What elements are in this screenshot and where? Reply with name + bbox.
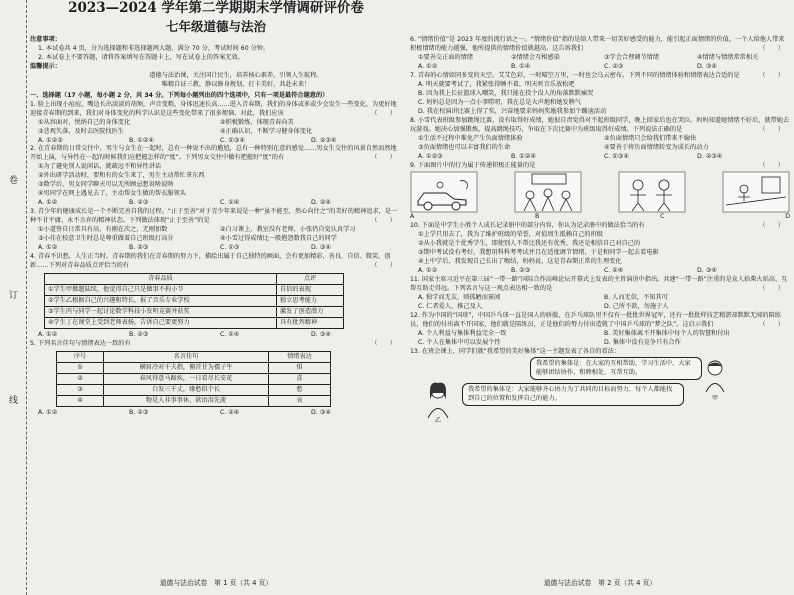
table-cell: 自信的表现	[277, 285, 344, 296]
q4-options	[30, 331, 402, 340]
option-d[interactable]: D	[785, 212, 790, 220]
q8-items	[410, 135, 790, 144]
table-header: 情绪表达	[269, 352, 331, 363]
q6-item: ②情绪会互相感染	[511, 53, 560, 61]
question-12	[410, 312, 790, 330]
option-b[interactable]: B. ②③	[129, 409, 149, 417]
student-jia-icon	[702, 359, 728, 393]
question-11	[410, 276, 790, 294]
answer-paren: （ ）	[759, 125, 784, 133]
option-d[interactable]: D. 集体中没有竞争只有合作	[604, 338, 681, 346]
exam-subject: 七年级道德与法治	[165, 18, 266, 34]
option-b[interactable]: B. ②③	[129, 199, 149, 207]
table-cell: ②学生乙根据自己的兴趣和特长，报了音乐专业学校	[45, 296, 277, 307]
table-row	[57, 385, 331, 396]
q3-options	[30, 244, 402, 253]
table-header: 青春品质	[45, 274, 277, 285]
option-b[interactable]: B. ①④	[511, 62, 531, 70]
option-b[interactable]: B. ①②④	[129, 136, 154, 144]
option-b[interactable]: B. 人而无信，不知其可	[604, 293, 668, 301]
q8-options	[410, 153, 790, 162]
q10-item: ①上学只用去了，我为了维护班级的荣誉，对值周生抵赖自己的班级	[418, 230, 603, 238]
option-b[interactable]: B. 美好集体离不开集体中每个人的智慧和付出	[604, 329, 730, 337]
table-header: 点评	[277, 274, 344, 285]
table-row	[57, 374, 331, 385]
talking-people-illustration	[618, 171, 686, 213]
q3-item: ②白习课上，教室没有老师，小张仍自觉认真学习	[220, 226, 356, 234]
option-a[interactable]: A. ①②	[38, 199, 58, 207]
table-cell: 激发了创造潜力	[277, 307, 344, 318]
option-b[interactable]: B. ①②④	[511, 152, 536, 160]
table-header: 名言佳句	[104, 352, 269, 363]
binding-margin	[0, 0, 27, 595]
option-d[interactable]: D. ③④	[311, 409, 331, 417]
street-scene-illustration	[722, 171, 790, 213]
option-d[interactable]: D. ③④	[311, 244, 331, 252]
question-13: 13. 在班会课上，同学们就“我希望的美好集体”这一主题发表了各自的看法：	[410, 347, 621, 355]
option-d[interactable]: D. ③④	[311, 331, 331, 339]
option-b[interactable]: B. 因为我上长征篮球入嘲笑，我只能在投个没人的角落默默痛哭	[418, 89, 594, 97]
option-a[interactable]: A. ①②	[38, 409, 58, 417]
page-footer: 道德与法治试卷 第 2 页（共 4 页）	[543, 579, 657, 588]
answer-paren: （ ）	[371, 217, 396, 225]
q3-items	[30, 235, 402, 244]
q10-item: ②从小我就是个优秀学生，即使别人不帮比我还有优秀，我还是相信自己对自己的	[418, 239, 641, 247]
table-cell: ①学生甲掀题陆续，他觉得自己只是做事不拘小节	[45, 285, 277, 296]
option-a[interactable]: A. 独学而无友，则孤陋而寡闻	[418, 293, 501, 301]
option-d[interactable]: D. ②③④	[697, 152, 723, 160]
option-a[interactable]: A. ①②	[38, 331, 58, 339]
q8-items	[410, 144, 790, 153]
option-d[interactable]: D. ③④	[697, 266, 717, 274]
q9-stem: 9. 下面图片中的行为属于传递积极正能量的是	[410, 161, 536, 169]
warm-line: 唯精自证三教，静以修身规划，打卡美好，共赴未来！	[161, 80, 311, 88]
table-cell: ③	[57, 385, 104, 396]
page-footer: 道德与法治试卷 第 1 页（共 4 页）	[159, 579, 273, 588]
question-3	[30, 208, 402, 226]
crowd-scene-illustration	[514, 171, 582, 213]
q6-stem: 6. “情绪价值”是 2023 年度的流行语之一。“情绪价值”指的是给人带来一切美好感受的能力，能引起正面情绪的价值。一个人给他人带来积极情绪的能力越强，他所提供的情绪价值就越高。这告诉我们	[410, 36, 785, 52]
table-cell: ④学生丁在课堂上受到老师表扬，告诉自己要更努力	[45, 318, 277, 329]
student-yi-label: 乙	[435, 416, 442, 424]
table-cell: 愁	[269, 385, 331, 396]
q6-items	[410, 54, 790, 63]
table-cell: 横眉冷对千夫指，俯首甘为孺子牛	[104, 363, 269, 374]
table-cell: ②	[57, 374, 104, 385]
option-c[interactable]: C. ①③④	[604, 152, 629, 160]
speech-bubble-yi: 我希望的集体是：大家能够齐心协力为了共同的目标而努力，每个人都能找到自己的位置和发挥自己的能力。	[462, 383, 684, 407]
question-2	[30, 145, 402, 163]
q3-item: ④小雪过得成绩比一般抱怨数我自己的同学	[220, 235, 337, 243]
notice-line: 2. 本试卷上不要答题，请将答案填写在答题卡上，写在试卷上的答案无效。	[38, 53, 244, 61]
option-c[interactable]: C. ①④	[604, 266, 624, 274]
table-cell: 哀	[269, 396, 331, 407]
q3-stem: 3. 青少年的健康成长是一个不断完善自我的过程。“止于至善”对于青少年来说是一种“虽不能至，然心向往之”的美好的精神追求，是一种不甘平庸、永不言弃的精神状态。下列做法体现“止于至善”的是	[30, 208, 398, 225]
table-cell: 独立思考能力	[277, 296, 344, 307]
question-6	[410, 36, 790, 54]
q8-item: ①生活不过程中难免产生负面情绪体验	[418, 134, 523, 142]
answer-paren: （ ）	[371, 262, 396, 270]
question-10	[410, 222, 790, 231]
answer-paren: （ ）	[759, 221, 784, 229]
q12-options	[410, 330, 790, 339]
q8-stem: 8. 小雪代表班级参加跳绳比赛，没有取得好成绩，她很自责觉得对不起班级同学，晚上回家后也在哭泣。妈妈知道她情绪不好后，就带她去玩游戏。她决心加强锻炼，提高跳绳技巧，争取在下次比赛中为班级取得好成绩。下列说法正确的是	[410, 116, 790, 133]
q7-stem: 7. 青春的心情如同多变的天空，艾艾色彩，一时晴空万里，一时也会乌云密布。下列不同的情绪体验和情绪表达合适的是	[410, 71, 740, 79]
section-heading: 一、选择题（17 小题，每小题 2 分，共 34 分。下列每小题列出的四个选项中，只有一项是最符合题意的）	[30, 91, 329, 99]
table-row	[57, 363, 331, 374]
q11-options	[410, 294, 790, 303]
q8-item: ④要善于将负面情绪转变为成长的动力	[604, 143, 709, 151]
table-header: 序号	[57, 352, 104, 363]
speech-bubble-jia: 我希望的集体是：在大家的互相帮助，学习生活中，大家能够团结协作，和睦相处、互帮互助。	[530, 357, 702, 381]
q1-item: ③悲观失落，及时去医院找医生	[38, 127, 124, 135]
q12-stem: 12. 作为中国的“国球”，中国乒乓球一直是国人的骄傲，在乒乓球队里不仅有一批批世界冠军，还有一批批样技艺精湛却默默无闻的陪练员，他们的付出离不开国家，他们就是陪练员，正是他们的努力付出造就了中国乒乓球的“梦之队”。这启示我们	[410, 311, 781, 328]
option-b[interactable]: B. ②③	[129, 331, 149, 339]
q8-item: ②负面情绪只会给我们带来不愉快	[604, 134, 697, 142]
table-row	[45, 318, 344, 329]
answer-paren: （ ）	[759, 284, 784, 292]
table-row	[45, 285, 344, 296]
warm-line: 道德与法治课，关注国计民生，培养核心素养，引领人生航程。	[149, 71, 323, 79]
q4-stem: 4. 青春不识愁，人生正当时。青春期的我们在青春期的努力下，描绘出属于自己独特的画面，会有更加精彩，善良、自信、微笑，创新……下列对青春品质点评恰当的有	[30, 253, 391, 270]
q5-table	[56, 351, 331, 407]
page-1	[30, 0, 402, 595]
option-d[interactable]: D. 己所不欲，勿施于人	[604, 302, 669, 310]
q6-item: ①要善交正面的情绪	[418, 53, 474, 61]
option-c[interactable]: C. ①③④	[220, 136, 245, 144]
option-d[interactable]: D. ②④	[311, 199, 331, 207]
question-7	[410, 72, 790, 81]
table-cell: 春风得意马蹄疾，一日看尽长安花	[104, 374, 269, 385]
option-c[interactable]: C	[660, 212, 665, 220]
option-a[interactable]: A. ①②③	[38, 136, 63, 144]
q2-item: ③数学后，男女同学聊天可以无所顾忌想说啥说啥	[38, 181, 174, 189]
option-a[interactable]: A. ①②	[418, 62, 438, 70]
option-b[interactable]: B. ②③	[129, 244, 149, 252]
binding-label: 订	[7, 290, 17, 299]
table-row	[45, 307, 344, 318]
option-b[interactable]: B	[535, 212, 540, 220]
q2-item: ②外出研学活动时，要和有的女生来了，男生主动帮忙拿东西	[38, 172, 205, 180]
binding-label: 线	[7, 395, 17, 404]
q3-item: ③小佳在校意卫生时总是尊重做着自己班级打高分	[38, 235, 174, 243]
option-c[interactable]: C. ②④	[220, 409, 240, 417]
option-d[interactable]: D. 我在校演讲比赛上得了奖，兴奋地要求妈妈奖励我参加个蹦迪活动	[418, 107, 607, 115]
q9-pictures	[410, 171, 790, 213]
q5-stem: 5. 下列名言佳句与情绪表达一致的有	[30, 340, 131, 348]
q3-items	[30, 226, 402, 235]
q4-table	[44, 273, 344, 329]
exam-title: 2023—2024 学年第二学期期末学情调研评价卷	[68, 0, 364, 16]
table-cell: 具有批判精神	[277, 318, 344, 329]
question-1	[30, 101, 402, 119]
table-row	[45, 296, 344, 307]
q1-item: ①从容面对，悦纳自己的身体变化	[38, 118, 131, 126]
q8-item: ③负面情绪也可以丰富我们的生命	[418, 143, 511, 151]
q1-item: ②积极锻炼，体现青春向美	[220, 118, 294, 126]
option-c[interactable]: C. 个人在集体中可以发展个性	[418, 338, 501, 346]
q3-item: ①小道签自日常具有高，有刚在次之，无刚加数	[38, 226, 168, 234]
q12-options	[410, 339, 790, 348]
table-cell: 物是人非事事休，欲语泪先流	[104, 396, 269, 407]
answer-paren: （ ）	[371, 109, 396, 117]
question-4	[30, 253, 402, 271]
q6-item: ④情绪与情绪常常相关	[697, 53, 759, 61]
q2-item: ④男同学在网上遇见去了，主动帮女生做的帮衣服领头	[38, 190, 186, 198]
table-cell: 喜	[269, 374, 331, 385]
q2-stem: 2. 在青春期的日常交往中，男生与女生在一起时，总有一种说不出的尴尬，总有一种特别在意的感觉……男女生交往的风景自然而然地开始上演，与异性在一起的时候我们应把握怎样的“度”。下列男女交往中做有把握好“度”的有	[30, 145, 397, 162]
q10-item: ③期中考试没有考好，我想用科科考考试并且在适度调节情绪，于是和同学一起去看电影	[418, 248, 659, 256]
q1-items	[30, 128, 402, 137]
table-cell: ①	[57, 363, 104, 374]
table-cell: ④	[57, 396, 104, 407]
car-scene-illustration	[410, 171, 478, 213]
question-9	[410, 162, 790, 171]
option-d[interactable]: D. ③④	[697, 62, 717, 70]
option-a[interactable]: A. ①②③	[418, 152, 443, 160]
table-cell: 惧	[269, 363, 331, 374]
q13-dialogue	[410, 357, 790, 423]
answer-paren: （ ）	[759, 71, 784, 79]
answer-paren: （ ）	[371, 154, 396, 162]
q11-options	[410, 303, 790, 312]
student-yi-icon	[424, 381, 452, 419]
option-c[interactable]: C. ②③	[604, 62, 624, 70]
option-c[interactable]: C. ①④	[220, 331, 240, 339]
student-jia-label: 甲	[712, 394, 719, 402]
notice-heading: 注意事项：	[30, 35, 61, 43]
q1-items	[30, 119, 402, 128]
q1-item: ④正确认识，不断学习健身体变化	[220, 127, 313, 135]
warm-heading: 温馨提示：	[30, 62, 61, 70]
notice-line: 1. 本试卷共 4 页，分为选择题和非选择题两大题，满分 70 分，考试时间 60 分钟。	[38, 44, 270, 52]
table-cell: 白发三千丈，缘愁似个长	[104, 385, 269, 396]
option-a[interactable]: A. ①②	[418, 266, 438, 274]
answer-paren: （ ）	[759, 320, 784, 328]
binding-label: 卷	[7, 175, 17, 184]
option-c[interactable]: C. 仁者爱人，推己及人	[418, 302, 482, 310]
q11-stem: 11. 国家主席习近平在第三届“一带一路”国际合作高峰论坛开幕式上发表的主旨演讲中指出，共建“一带一路”注重的是众人拾柴火焰高、互帮互助走得远。下列名言与这一观点表达相一致的是	[410, 275, 788, 292]
q9-labels	[410, 213, 790, 222]
q1-stem: 1. 脸上出现小痘痘，嘴边长出淡淡的胡须，声音变粗，身体迅速长高……进入青春期，我们的身体或多或少会发生一些变化。为更好地迎接青春期的到来，我们对身体变化的科学认识是这些变化带来了很多烦恼，对此，我们应该	[30, 100, 397, 117]
q10-item: ④上中学后，我发现自己长出了喉结，妈妈说，这是青春期正常的生理变化	[418, 257, 622, 265]
question-5	[30, 340, 402, 349]
option-c[interactable]: C. 妈妈总是因为一点小事唠叨，我在总是大声地和她发脾气	[418, 98, 581, 106]
option-a[interactable]: A. 明天就要考试了，我紧张得睡不着，明天听音乐放松吧	[418, 80, 575, 88]
option-a[interactable]: A	[410, 212, 415, 220]
option-b[interactable]: B. ②③	[511, 266, 531, 274]
option-a[interactable]: A. ①②	[38, 244, 58, 252]
question-8	[410, 117, 790, 135]
option-a[interactable]: A. 个人利益与集体利益完全一致	[418, 329, 507, 337]
option-c[interactable]: C. ①③	[220, 244, 240, 252]
q6-options	[410, 63, 790, 72]
q10-options	[410, 267, 790, 276]
q6-item: ③学会合理调节情绪	[604, 53, 660, 61]
q2-item: ①为了避免别人说闲话，就疏远不和异性讲话	[38, 163, 162, 171]
q10-stem: 10. 下面是中学生小胜个人成长记录册中的部分内容，你认为记录册中的做法恰当的有	[410, 221, 645, 229]
answer-paren: （ ）	[759, 44, 784, 52]
option-d[interactable]: D. ②③④	[311, 136, 337, 144]
option-c[interactable]: C. ①④	[220, 199, 240, 207]
answer-paren: （ ）	[371, 340, 396, 348]
answer-paren: （ ）	[759, 161, 784, 169]
page-2	[410, 0, 790, 595]
table-row	[57, 396, 331, 407]
table-cell: ③学生丙与同学一起讨论数学科技小发明竞赛并获奖	[45, 307, 277, 318]
q5-options	[30, 409, 402, 418]
